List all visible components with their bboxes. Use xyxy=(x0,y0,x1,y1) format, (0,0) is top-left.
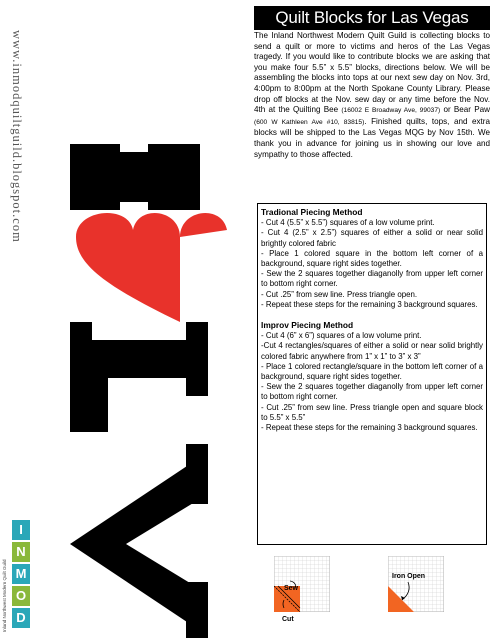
traditional-method-title: Tradional Piecing Method xyxy=(261,207,363,217)
improv-step: - Cut .25” from sew line. Press triangle open and square block to 5.5” x 5.5” xyxy=(261,402,483,422)
intro-text-2: or Bear Paw xyxy=(440,105,490,115)
instructions-box xyxy=(257,203,487,545)
logo-tile-o: O xyxy=(12,586,30,606)
i-love-lv-graphic xyxy=(30,4,230,640)
traditional-step: - Cut .25” from sew line. Press triangle open. xyxy=(261,289,418,299)
intro-text-1: The Inland Northwest Modern Quilt Guild is collecting blocks to send a quilt or more to victims and heros of the Las Vegas tragedy. If you would like to contribute blocks we are asking that you make four 5.5” x 5.5” blocks, directions below. We will be assembling the blocks into tops at our next sew day on Nov. 3rd, 4:00pm to 8:00pm at the North Spokane County Library. Please drop off blocks at the Nov. sew day or any time before the Nov. 4th at the Quilting Bee xyxy=(254,31,490,115)
improv-step: - Cut 4 (6” x 6”) squares of a low volume print. xyxy=(261,331,422,341)
block-diagrams xyxy=(254,548,490,640)
intro-paragraph xyxy=(254,31,490,160)
letter-v xyxy=(70,444,208,638)
page-title: Quilt Blocks for Las Vegas xyxy=(254,6,490,30)
improv-step: - Place 1 colored rectangle/square in the bottom left corner of a background, square right sides together. xyxy=(261,361,483,382)
iron-open-diagram xyxy=(388,556,444,612)
inmod-logo xyxy=(12,520,30,632)
traditional-step: - Repeat these steps for the remaining 3 background squares. xyxy=(261,299,478,309)
intro-text-3: . Finished quilts, tops, and extra blocks will be shipped to the Las Vegas MQG by Nov 15th. We thank you in advance for joining us in showing our love and sympathy to those affected. xyxy=(254,116,490,159)
letter-l xyxy=(70,322,208,432)
traditional-step: - Cut 4 (5.5” x 5.5”) squares of a low volume print. xyxy=(261,218,435,228)
cut-label: Cut xyxy=(282,616,294,623)
logo-tile-d: D xyxy=(12,608,30,628)
address-bear-paw: (600 W Kathleen Ave #10, 83815) xyxy=(254,118,365,126)
logo-tagline: Inland Northwest Modern Quilt Guild xyxy=(2,559,7,632)
sew-label: Sew xyxy=(284,585,299,592)
iron-open-label: Iron Open xyxy=(392,573,426,580)
improv-step: - Sew the 2 squares together diaganolly from upper left corner to bottom right corner. xyxy=(261,382,483,402)
address-quilting-bee: (16002 E Broadway Ave, 99037) xyxy=(341,107,441,115)
logo-tile-i: I xyxy=(12,520,30,540)
improv-method-title: Improv Piecing Method xyxy=(261,320,354,331)
sew-cut-diagram xyxy=(274,556,330,612)
logo-tile-n: N xyxy=(12,542,30,562)
improv-step: - Repeat these steps for the remaining 3 background squares. xyxy=(261,423,478,433)
traditional-step: - Cut 4 (2.5” x 2.5”) squares of either a solid or near solid brightly colored fabric xyxy=(261,228,483,248)
improv-step: -Cut 4 rectangles/squares of either a solid or near solid brightly colored fabric anywhere from 1” x 1” to 3” x 3” xyxy=(261,341,483,361)
traditional-step: - Sew the 2 squares together diaganolly from upper left corner to bottom right corner. xyxy=(261,269,483,289)
traditional-step: - Place 1 colored square in the bottom left corner of a background, square right sides together. xyxy=(261,248,483,269)
blog-url: www.inmodquiltguild.blogspot.com xyxy=(10,30,24,243)
logo-tile-m: M xyxy=(12,564,30,584)
